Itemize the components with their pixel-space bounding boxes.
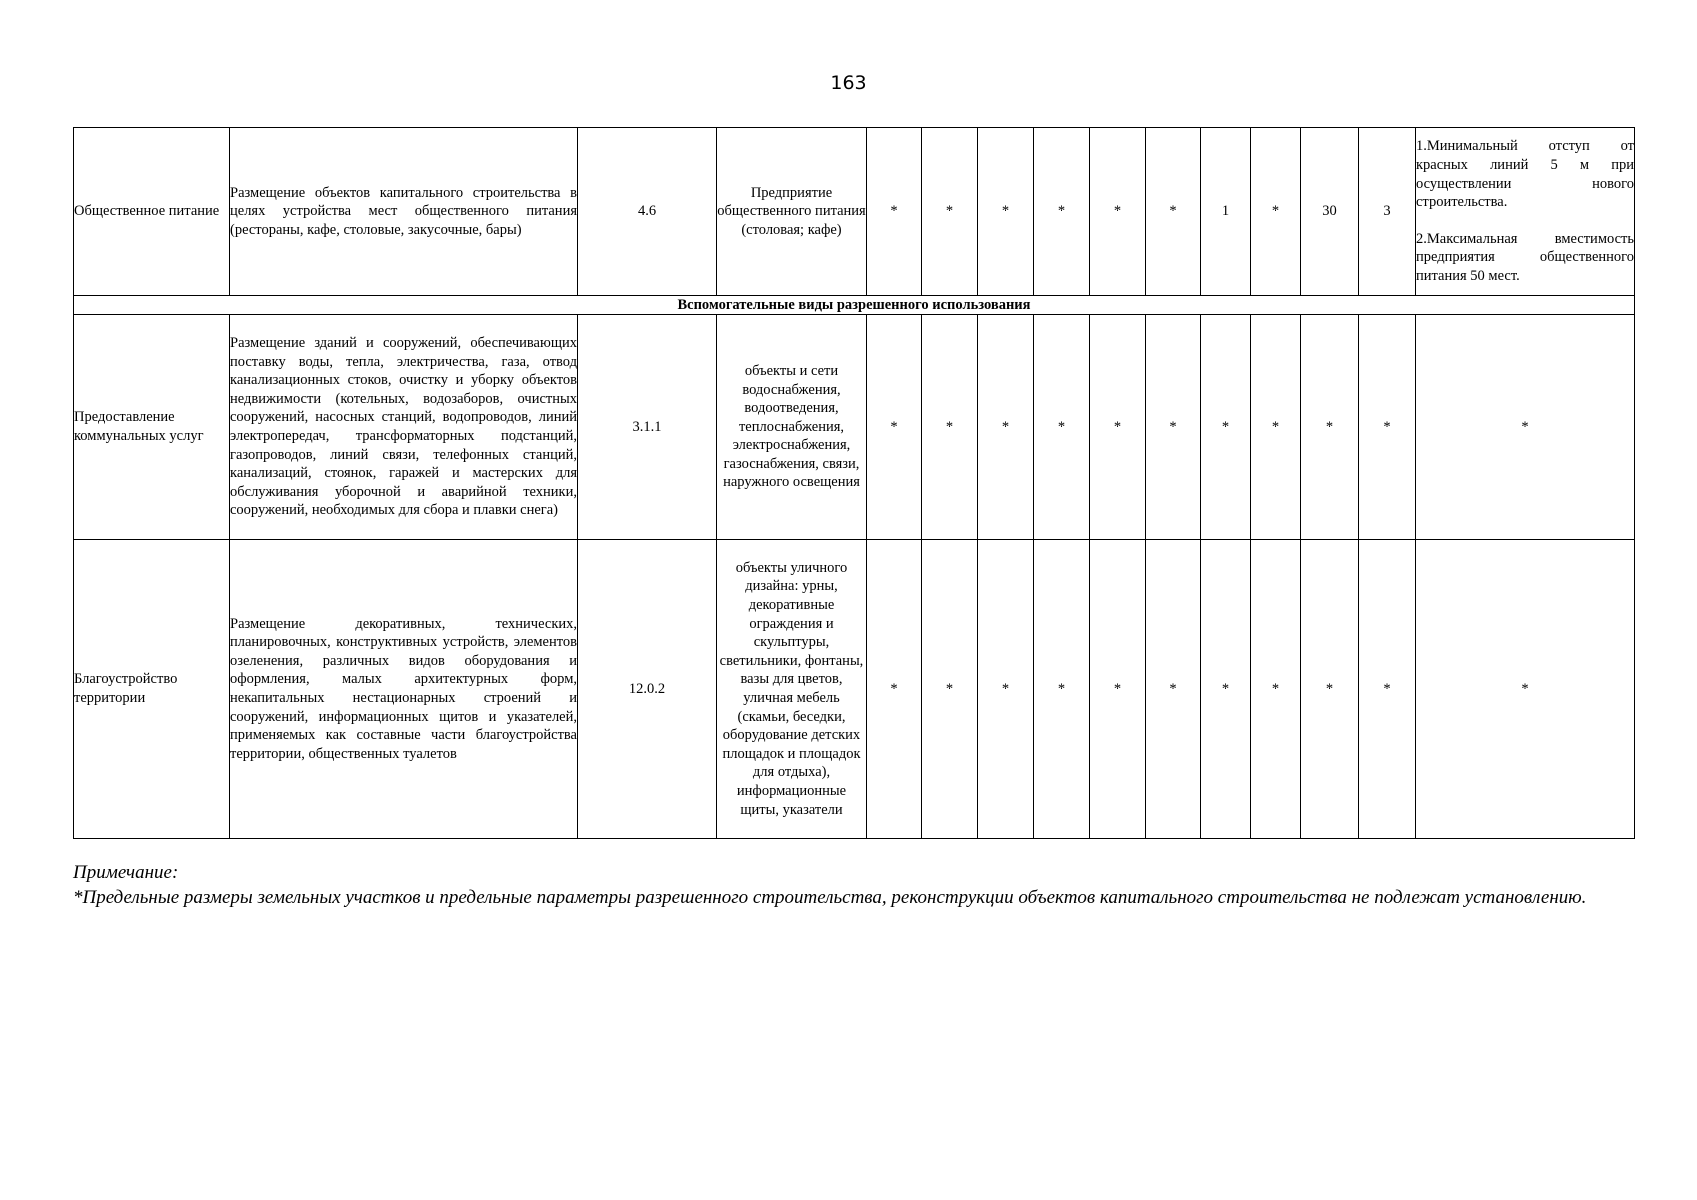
param-cell: * (1090, 315, 1146, 540)
param-cell: * (978, 540, 1034, 839)
param-cell: * (922, 128, 978, 296)
use-description: Размещение объектов капитального строительства в целях устройства мест общественного питания (рестораны, кафе, столовые, закусочные, бары) (230, 184, 577, 238)
param-cell: * (1251, 128, 1301, 296)
param-cell: * (867, 540, 922, 839)
objects-cell: объекты уличного дизайна: урны, декоративные ограждения и скульптуры, светильники, фонтаны, вазы для цветов, уличная мебель (скамьи, беседки, оборудование детских площадок и площадок для отдыха), информационные щиты, указатели (717, 540, 867, 839)
param-cell: * (978, 128, 1034, 296)
param-cell: * (1090, 540, 1146, 839)
page-number: 163 (830, 72, 867, 94)
param-cell: * (1146, 128, 1201, 296)
objects-cell: Предприятие общественного питания (столовая; кафе) (717, 128, 867, 296)
use-description-cell (230, 128, 578, 296)
use-name-cell: Предоставление коммунальных услуг (74, 315, 230, 540)
use-code-cell: 4.6 (578, 128, 717, 296)
param-cell: * (1301, 540, 1359, 839)
param-cell: * (1034, 315, 1090, 540)
param-cell: * (1251, 315, 1301, 540)
param-cell: * (867, 128, 922, 296)
param-cell: * (1034, 128, 1090, 296)
param-cell: 30 (1301, 128, 1359, 296)
table-row (74, 315, 1635, 540)
use-description: Размещение зданий и сооружений, обеспечивающих поставку воды, тепла, электричества, газа, отвод канализационных стоков, очистку и уборку объектов недвижимости (котельных, водозаборов, очистных сооружений, насосных станций, водопроводов, линий электропередач, трансформаторных подстанций, газопроводов, линий связи, телефонных станций, канализаций, стоянок, гаражей и мастерских для обслуживания уборочной и аварийной техники, сооружений, необходимых для сбора и плавки снега) (230, 335, 577, 519)
param-cell: * (1146, 315, 1201, 540)
note-paragraph: 2.Максимальная вместимость предприятия общественного питания 50 мест. (1416, 230, 1634, 284)
remark-block (73, 860, 1624, 910)
param-cell: * (1201, 540, 1251, 839)
use-code-cell: 3.1.1 (578, 315, 717, 540)
note-cell: * (1416, 315, 1635, 540)
param-cell: * (867, 315, 922, 540)
param-cell: * (1359, 315, 1416, 540)
objects-cell: объекты и сети водоснабжения, водоотведения, теплоснабжения, электроснабжения, газоснабжения, связи, наружного освещения (717, 315, 867, 540)
use-code-cell: 12.0.2 (578, 540, 717, 839)
use-name-cell: Общественное питание (74, 128, 230, 296)
table-row (74, 128, 1635, 296)
use-description-cell (230, 315, 578, 540)
section-heading: Вспомогательные виды разрешенного использования (74, 296, 1635, 315)
param-cell: * (1146, 540, 1201, 839)
use-description: Размещение декоративных, технических, планировочных, конструктивных устройств, элементов озеленения, различных видов оборудования и оформления, малых архитектурных форм, некапитальных нестационарных строений и сооружений, информационных щитов и указателей, применяемых как составные части благоустройства территории, общественных туалетов (230, 615, 577, 762)
remark-title: Примечание: (73, 862, 179, 883)
table-row (74, 540, 1635, 839)
param-cell: 1 (1201, 128, 1251, 296)
note-paragraph: 1.Минимальный отступ от красных линий 5 м при осуществлении нового строительства. (1416, 138, 1634, 211)
param-cell: * (1034, 540, 1090, 839)
param-cell: * (1359, 540, 1416, 839)
param-cell: * (978, 315, 1034, 540)
param-cell: * (1090, 128, 1146, 296)
remark-text: *Предельные размеры земельных участков и предельные параметры разрешенного строительства, реконструкции объектов капитального строительства не подлежат установлению. (73, 887, 1587, 908)
param-cell: * (1201, 315, 1251, 540)
section-row (74, 296, 1635, 315)
param-cell: * (1251, 540, 1301, 839)
param-cell: 3 (1359, 128, 1416, 296)
param-cell: * (1301, 315, 1359, 540)
use-name-cell: Благоустройство территории (74, 540, 230, 839)
note-cell: * (1416, 540, 1635, 839)
use-description-cell (230, 540, 578, 839)
land-use-table (73, 127, 1635, 839)
param-cell: * (922, 315, 978, 540)
note-cell (1416, 128, 1635, 296)
param-cell: * (922, 540, 978, 839)
